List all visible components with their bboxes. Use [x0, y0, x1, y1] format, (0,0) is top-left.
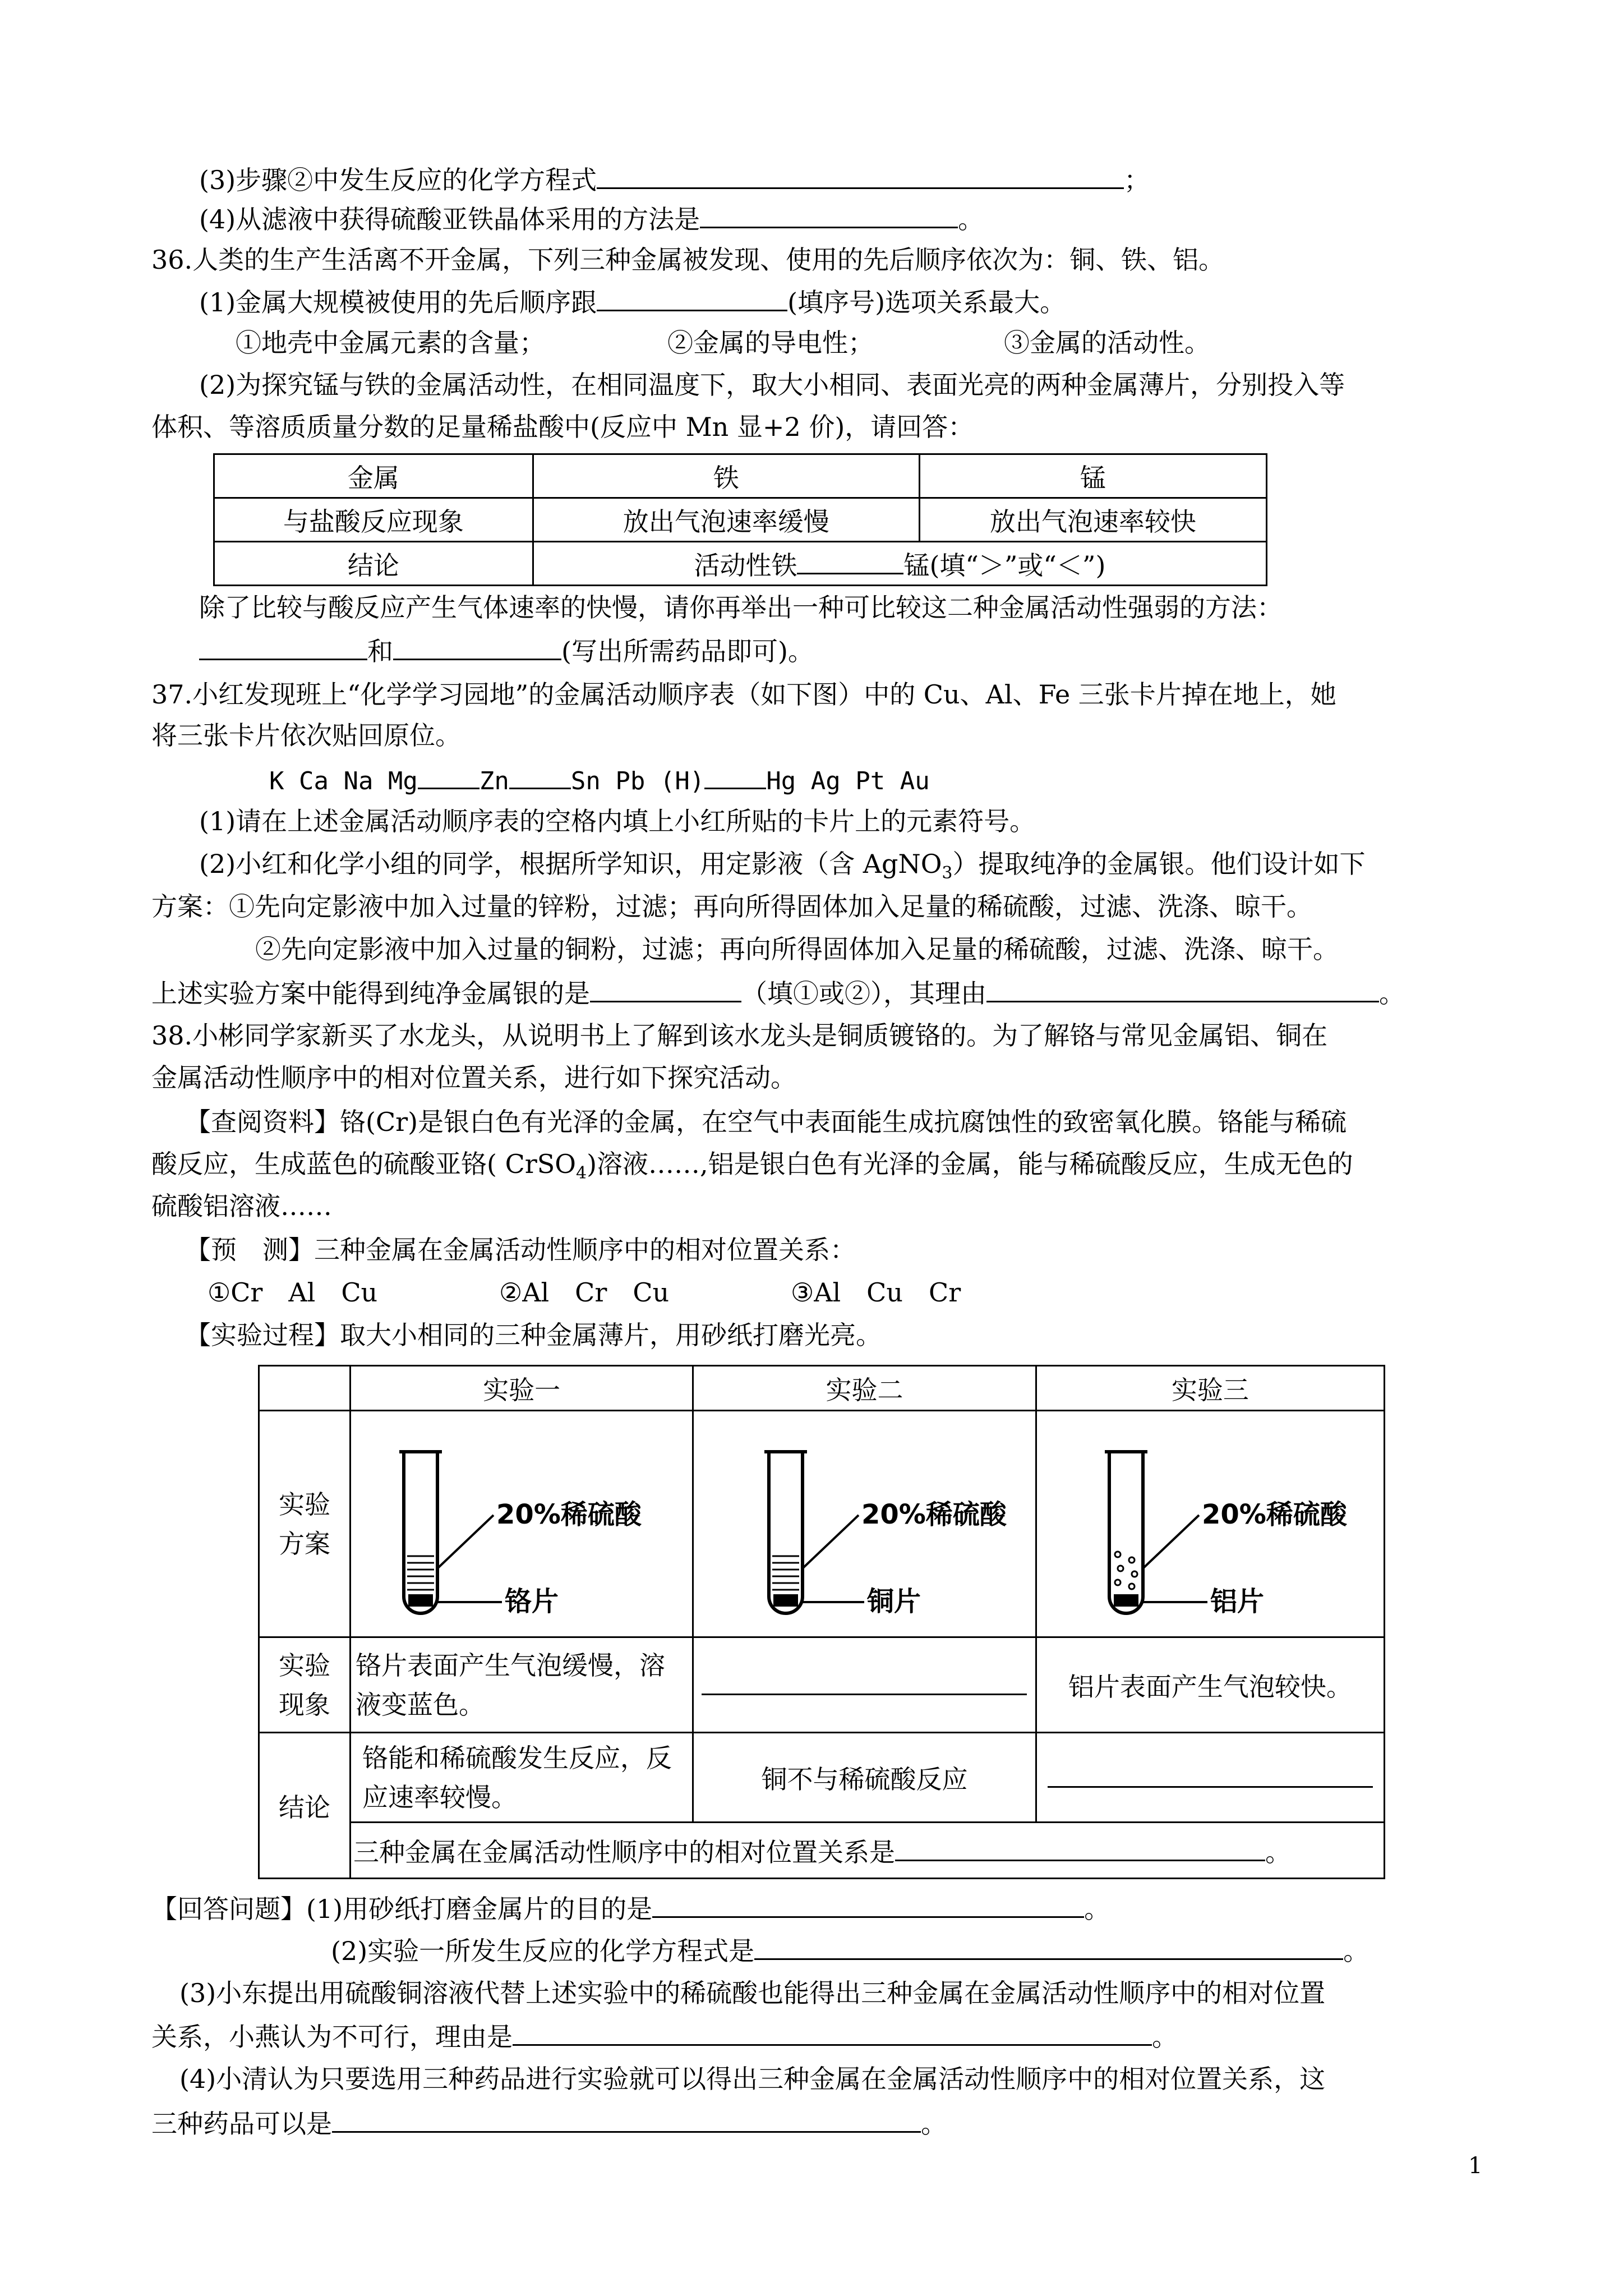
- overall-conclusion-end: 。: [1265, 1837, 1291, 1867]
- answer-blank[interactable]: [597, 285, 787, 311]
- answer-blank[interactable]: [754, 1934, 1343, 1960]
- exp3-plan-cell: [1036, 1411, 1384, 1637]
- activity-series: [269, 763, 930, 797]
- q35-step3-text: (3)步骤②中发生反应的化学方程式: [199, 165, 597, 195]
- series-blank[interactable]: [509, 763, 571, 789]
- answer-blank[interactable]: [513, 2019, 1152, 2046]
- q36-cell: 锰: [919, 454, 1266, 498]
- q36-option-2: ②金属的导电性；: [667, 328, 874, 358]
- page-number: 1: [1468, 2153, 1483, 2179]
- q36-option-3: ③金属的活动性。: [1004, 328, 1210, 358]
- q38-answer2-end: 。: [1343, 1936, 1370, 1966]
- header-exp2: 实验二: [693, 1366, 1036, 1411]
- exp2-plan-cell: [693, 1411, 1036, 1637]
- q38-stem-line2: 金属活动性顺序中的相对位置关系，进行如下探究活动。: [151, 1062, 796, 1093]
- answer-blank[interactable]: [332, 2106, 921, 2133]
- subscript: 4: [575, 1163, 587, 1184]
- q38-info-line2: [151, 1148, 1353, 1189]
- series-part: Sn Pb (H): [570, 767, 705, 795]
- q37-part2-line1: [199, 848, 1366, 889]
- series-blank[interactable]: [704, 763, 766, 789]
- header-exp3: 实验三: [1036, 1366, 1384, 1411]
- subscript: 3: [942, 863, 953, 884]
- q38-answer4-line1: (4)小清认为只要选用三种药品进行实验就可以得出三种金属在金属活动性顺序中的相对位置关系，这: [179, 2064, 1326, 2094]
- q35-step4-text: (4)从滤液中获得硫酸亚铁晶体采用的方法是: [199, 204, 700, 234]
- q36-extra-end: (写出所需药品即可)。: [561, 636, 814, 666]
- series-part: Hg Ag Pt Au: [766, 767, 930, 795]
- q37-part1: (1)请在上述金属活动顺序表的空格内填上小红所贴的卡片上的元素符号。: [199, 806, 1036, 836]
- q36-cell: 放出气泡速率缓慢: [533, 498, 919, 542]
- q37-part2-line4: [151, 976, 1405, 1009]
- series-part: Zn: [479, 767, 509, 795]
- q38-predict-option-3: ③Al Cu Cr: [791, 1277, 961, 1308]
- acid-label: 20%稀硫酸: [861, 1499, 1007, 1530]
- answer-blank[interactable]: [700, 202, 958, 228]
- q37-stem-line1: 37.小红发现班上“化学学习园地”的金属活动顺序表（如下图）中的 Cu、Al、Fe 三张卡片掉在地上，她: [151, 679, 1336, 710]
- exp1-plan-cell: [351, 1411, 693, 1637]
- answer-blank[interactable]: [702, 1669, 1027, 1695]
- q38-process: 【实验过程】取大小相同的三种金属薄片，用砂纸打磨光亮。: [185, 1320, 882, 1350]
- q38-answer2-text: (2)实验一所发生反应的化学方程式是: [331, 1936, 755, 1966]
- q36-conclusion-cell: [533, 542, 1266, 586]
- q36-extra-and: 和: [367, 636, 393, 666]
- q37-part2-text: (2)小红和化学小组的同学，根据所学知识，用定影液（含 AgNO: [199, 849, 942, 879]
- q37-part2-question: 上述实验方案中能得到纯净金属银的是: [151, 978, 590, 1009]
- q36-stem: 36.人类的生产生活离不开金属，下列三种金属被发现、使用的先后顺序依次为：铜、铁、铝。: [151, 245, 1225, 275]
- answer-blank[interactable]: [597, 163, 1124, 189]
- q36-part1: [199, 285, 1066, 318]
- answer-blank[interactable]: [1048, 1761, 1373, 1788]
- q38-answer2: [331, 1934, 1369, 1967]
- answer-blank[interactable]: [652, 1892, 1084, 1918]
- metal-label: 铜片: [867, 1586, 921, 1617]
- q38-info-line1: 【查阅资料】铬(Cr)是银白色有光泽的金属，在空气中表面能生成抗腐蚀性的致密氧化膜。铬能与稀硫: [185, 1107, 1347, 1137]
- metal-label: 铝片: [1210, 1586, 1264, 1617]
- q36-conclusion-text: 活动性铁: [694, 550, 797, 581]
- q38-answer4-end: 。: [921, 2109, 947, 2139]
- q37-part2-text-end: ）提取纯净的金属银。他们设计如下: [952, 849, 1366, 879]
- q36-part1-text-end: (填序号)选项关系最大。: [787, 287, 1066, 318]
- q36-part1-text: (1)金属大规模被使用的先后顺序跟: [199, 287, 597, 318]
- q36-extra-line2: [199, 634, 814, 667]
- test-tube-icon: [764, 1452, 864, 1613]
- exp1-conclusion: 铬能和稀硫酸发生反应，反应速率较慢。: [351, 1733, 693, 1823]
- q38-info-text-end: )溶液……,铝是银白色有光泽的金属，能与稀硫酸反应，生成无色的: [587, 1149, 1353, 1179]
- q38-answer1-text: 【回答问题】(1)用砂纸打磨金属片的目的是: [151, 1894, 653, 1924]
- row-label-plan-text: 实验方案: [279, 1489, 330, 1559]
- q35-step4: [199, 202, 984, 235]
- test-tube-copper-figure: [696, 1411, 1032, 1630]
- answer-blank[interactable]: [199, 634, 367, 660]
- acid-label: 20%稀硫酸: [496, 1499, 642, 1530]
- q38-answer3-end: 。: [1152, 2022, 1178, 2052]
- test-tube-icon: [399, 1452, 502, 1613]
- q36-cell: 放出气泡速率较快: [919, 498, 1266, 542]
- test-tube-aluminum-figure: [1039, 1411, 1381, 1630]
- q38-predict: 【预 测】三种金属在金属活动性顺序中的相对位置关系：: [185, 1235, 856, 1265]
- header-exp1: 实验一: [351, 1366, 693, 1411]
- series-part: K Ca Na Mg: [269, 767, 418, 795]
- series-blank[interactable]: [418, 763, 479, 789]
- q35-step4-end: 。: [958, 204, 984, 234]
- q37-part2-question-mid: （填①或②），其理由: [741, 978, 986, 1009]
- exp3-phenomenon: 铝片表面产生气泡较快。: [1036, 1637, 1384, 1733]
- q37-part2-question-end: 。: [1379, 978, 1405, 1009]
- q36-part2-line1: (2)为探究锰与铁的金属活动性，在相同温度下，取大小相同、表面光亮的两种金属薄片，分别投入等: [199, 370, 1345, 400]
- q38-answer1: [151, 1892, 1110, 1925]
- q36-cell: 金属: [214, 454, 533, 498]
- q38-answer4-text: 三种药品可以是: [151, 2109, 332, 2139]
- q36-cell: 结论: [214, 542, 533, 586]
- answer-blank[interactable]: [393, 634, 561, 660]
- row-label-plan: [259, 1411, 351, 1637]
- q36-option-1: ①地壳中金属元素的含量；: [236, 328, 545, 358]
- answer-blank[interactable]: [895, 1835, 1265, 1861]
- exp1-phenomenon: 铬片表面产生气泡缓慢，溶液变蓝色。: [351, 1637, 693, 1733]
- q38-answer1-end: 。: [1084, 1894, 1110, 1924]
- row-label-phenomenon: [259, 1637, 351, 1733]
- exp2-conclusion: 铜不与稀硫酸反应: [693, 1733, 1036, 1823]
- row-label-phenomenon-text: 实验现象: [279, 1650, 330, 1720]
- answer-blank[interactable]: [986, 976, 1379, 1002]
- q38-predict-option-1: ①Cr Al Cu: [208, 1277, 378, 1308]
- exp2-phenomenon-cell: [693, 1637, 1036, 1733]
- acid-label: 20%稀硫酸: [1201, 1499, 1347, 1530]
- q35-step3-end: ；: [1124, 165, 1150, 195]
- q38-info-line3: 硫酸铝溶液……: [151, 1191, 332, 1221]
- test-tube-chromium-figure: [353, 1411, 690, 1630]
- overall-conclusion-text: 三种金属在金属活动性顺序中的相对位置关系是: [353, 1837, 895, 1867]
- exp3-conclusion-cell: [1036, 1733, 1384, 1823]
- overall-conclusion-cell: [351, 1823, 1385, 1879]
- q36-extra-line1: 除了比较与酸反应产生气体速率的快慢，请你再举出一种可比较这二种金属活动性强弱的方法：: [199, 592, 1283, 623]
- table-corner-cell: [259, 1366, 351, 1411]
- q37-stem-line2: 将三张卡片依次贴回原位。: [151, 720, 461, 751]
- q35-step3: [199, 163, 1150, 196]
- metal-label: 铬片: [505, 1586, 559, 1617]
- q38-info-text: 酸反应，生成蓝色的硫酸亚铬( CrSO: [151, 1149, 576, 1179]
- q38-answer3-line1: (3)小东提出用硫酸铜溶液代替上述实验中的稀硫酸也能得出三种金属在金属活动性顺序中的相对位置: [179, 1978, 1326, 2008]
- q37-part2-line2: 方案：①先向定影液中加入过量的锌粉，过滤；再向所得固体加入足量的稀硫酸，过滤、洗涤、晾干。: [151, 891, 1312, 922]
- test-tube-icon: [1105, 1452, 1207, 1613]
- q38-answer4-line2: [151, 2106, 947, 2139]
- q36-cell: 铁: [533, 454, 919, 498]
- row-label-conclusion: 结论: [259, 1733, 351, 1879]
- answer-blank[interactable]: [590, 976, 741, 1002]
- q36-part2-line2: 体积、等溶质质量分数的足量稀盐酸中(反应中 Mn 显+2 价)，请回答：: [151, 412, 974, 442]
- q38-answer3-line2: [151, 2019, 1178, 2053]
- experiment-table: [258, 1365, 1385, 1879]
- q37-part2-line3: ②先向定影液中加入过量的铜粉，过滤；再向所得固体加入足量的稀硫酸，过滤、洗涤、晾干。: [255, 934, 1339, 964]
- q38-stem-line1: 38.小彬同学家新买了水龙头，从说明书上了解到该水龙头是铜质镀铬的。为了解铬与常见金属铝、铜在: [151, 1020, 1328, 1051]
- q38-predict-option-2: ②Al Cr Cu: [499, 1277, 670, 1308]
- q36-conclusion-text-end: 锰(填“＞”或“＜”): [903, 550, 1106, 581]
- q36-cell: 与盐酸反应现象: [214, 498, 533, 542]
- q36-table: [213, 453, 1267, 586]
- q38-answer3-text: 关系，小燕认为不可行，理由是: [151, 2022, 513, 2052]
- answer-blank[interactable]: [797, 548, 903, 574]
